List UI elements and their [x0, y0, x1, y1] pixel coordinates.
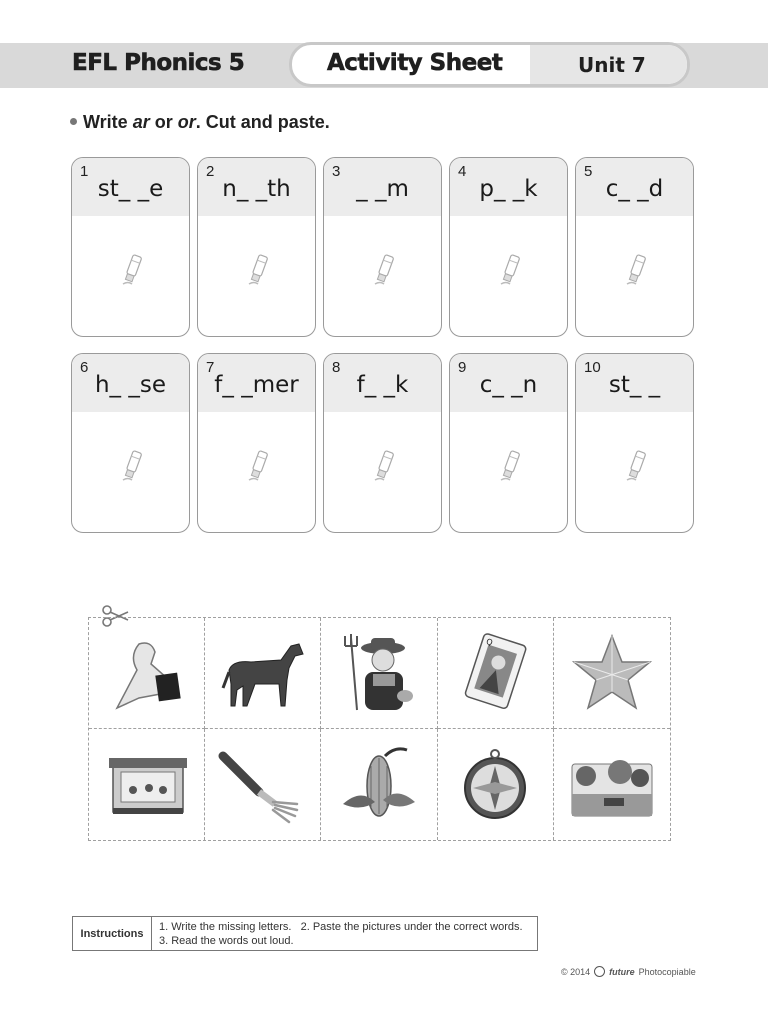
glue-stick-icon — [246, 448, 270, 484]
book-title: EFL Phonics 5 — [72, 50, 245, 76]
glue-stick-icon — [120, 448, 144, 484]
instructions-line-2: 3. Read the words out loud. — [159, 935, 294, 947]
word-card[interactable] — [71, 353, 190, 533]
word-card[interactable] — [197, 157, 316, 337]
compass-north-picture — [447, 742, 543, 828]
card-word: p_ _k — [479, 176, 538, 202]
instruction-option-or: or — [177, 112, 196, 132]
card-word: f_ _mer — [214, 372, 299, 398]
cutout-farmer[interactable] — [321, 618, 437, 729]
glue-stick-icon — [372, 448, 396, 484]
card-number: 10 — [584, 359, 601, 376]
instruction-line — [70, 112, 330, 133]
cutout-compass[interactable] — [438, 729, 554, 840]
card-word: n_ _th — [222, 176, 291, 202]
word-card[interactable] — [323, 157, 442, 337]
glue-stick-icon — [498, 252, 522, 288]
glue-stick-icon — [624, 252, 648, 288]
unit-label: Unit 7 — [578, 53, 646, 77]
word-card[interactable] — [449, 157, 568, 337]
card-picture — [447, 630, 543, 716]
glue-stick-icon — [120, 252, 144, 288]
instructions-label: Instructions — [73, 917, 152, 950]
cutout-star[interactable] — [554, 618, 670, 729]
farmer-picture — [331, 630, 427, 716]
card-number: 4 — [458, 163, 467, 180]
fork-picture — [215, 742, 311, 828]
cutout-arm[interactable] — [89, 618, 205, 729]
svg-text:Q: Q — [485, 637, 494, 648]
arm-picture — [99, 630, 195, 716]
word-card[interactable] — [197, 353, 316, 533]
instructions-line-1: 1. Write the missing letters. 2. Paste the pictures under the correct words. — [159, 921, 523, 933]
card-number: 2 — [206, 163, 215, 180]
card-number: 8 — [332, 359, 341, 376]
cutout-park[interactable] — [554, 729, 670, 840]
glue-stick-icon — [624, 448, 648, 484]
card-number: 7 — [206, 359, 215, 376]
card-number: 1 — [80, 163, 89, 180]
word-card[interactable] — [71, 157, 190, 337]
card-word: _ _m — [356, 176, 409, 202]
card-word: st_ _ — [608, 372, 661, 398]
word-card[interactable] — [323, 353, 442, 533]
instruction-prefix: Write — [83, 112, 133, 132]
word-card[interactable] — [575, 353, 694, 533]
cutout-corn[interactable] — [321, 729, 437, 840]
card-word: c_ _d — [605, 176, 664, 202]
card-row-1 — [71, 157, 697, 337]
store-picture — [99, 742, 195, 828]
glue-stick-icon — [246, 252, 270, 288]
copyright-text: © 2014 — [561, 966, 591, 977]
bullet-icon — [70, 118, 77, 125]
glue-stick-icon — [372, 252, 396, 288]
card-row-2 — [71, 353, 697, 533]
glue-stick-icon — [498, 448, 522, 484]
instruction-suffix: . Cut and paste. — [195, 112, 330, 132]
cutout-fork[interactable] — [205, 729, 321, 840]
cutout-store[interactable] — [89, 729, 205, 840]
cutout-card[interactable] — [438, 618, 554, 729]
card-number: 5 — [584, 163, 593, 180]
instruction-option-ar: ar — [132, 112, 150, 132]
corn-picture — [331, 742, 427, 828]
horse-picture — [215, 630, 311, 716]
card-number: 6 — [80, 359, 89, 376]
footer — [561, 966, 696, 977]
card-word: h_ _se — [94, 372, 167, 398]
card-word: st_ _e — [97, 176, 164, 202]
instructions-box — [72, 916, 538, 951]
card-number: 3 — [332, 163, 341, 180]
word-card[interactable] — [449, 353, 568, 533]
card-word: c_ _n — [479, 372, 538, 398]
future-logo-icon — [594, 966, 605, 977]
word-cards — [71, 157, 697, 549]
star-picture — [564, 630, 660, 716]
cutout-horse[interactable] — [205, 618, 321, 729]
card-word: f_ _k — [356, 372, 409, 398]
sheet-title: Activity Sheet — [327, 50, 503, 76]
brand-name: future — [609, 966, 635, 977]
cutout-grid — [88, 617, 671, 841]
park-picture — [564, 742, 660, 828]
instruction-middle: or — [149, 112, 178, 132]
instructions-text — [152, 917, 523, 950]
photocopiable-note: Photocopiable — [638, 966, 696, 977]
word-card[interactable] — [575, 157, 694, 337]
card-number: 9 — [458, 359, 467, 376]
